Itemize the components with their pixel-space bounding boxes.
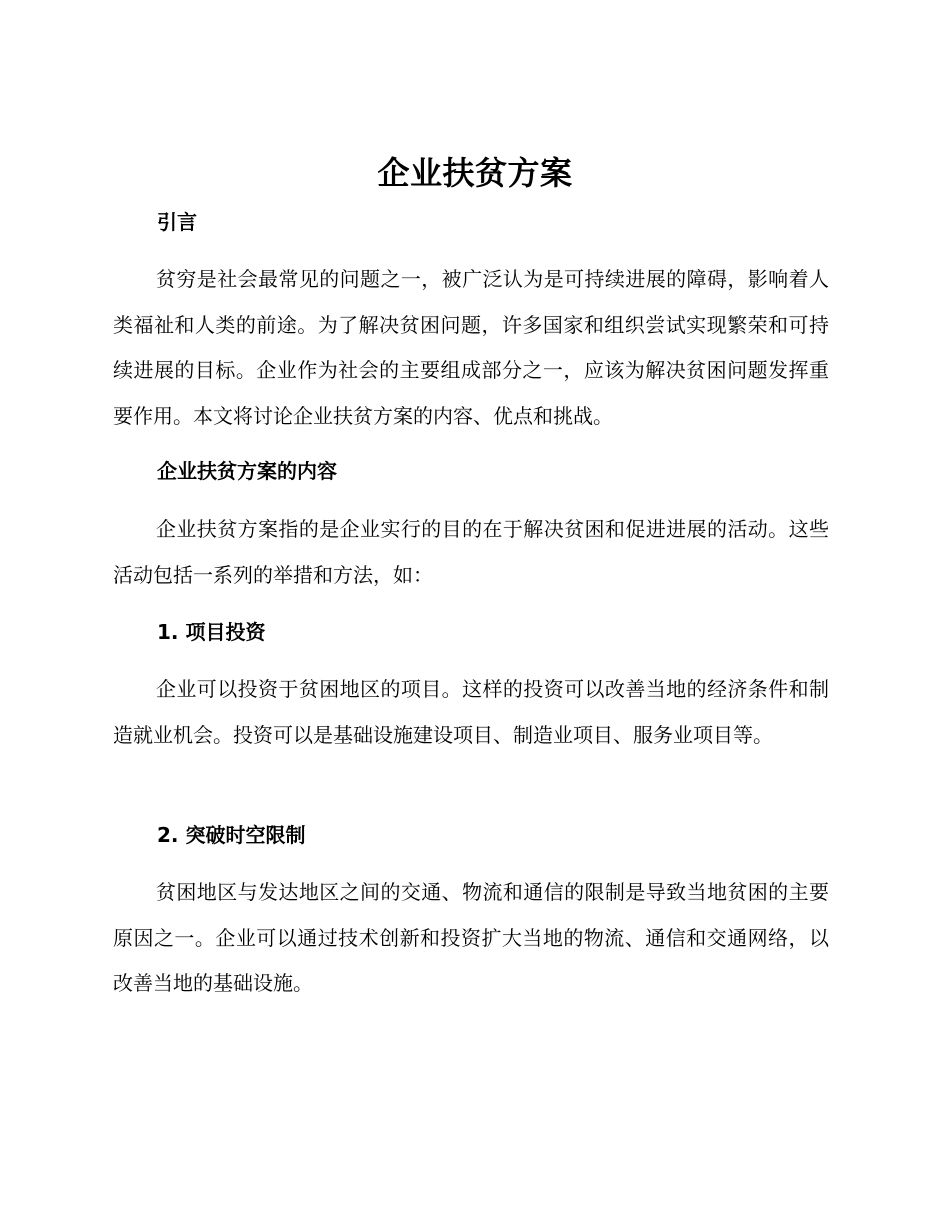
section-heading-introduction: 引言 — [157, 210, 197, 234]
section-heading-break-limits: 2. 突破时空限制 — [157, 823, 306, 847]
section-heading-project-investment: 1. 项目投资 — [157, 620, 266, 644]
document-title: 企业扶贫方案 — [377, 154, 573, 192]
section-paragraph-content: 企业扶贫方案指的是企业实行的目的在于解决贫困和促进进展的活动。这些活动包括一系列的举措和方法，如： — [113, 517, 829, 587]
section-heading-content: 企业扶贫方案的内容 — [157, 459, 337, 483]
section-paragraph-project-investment: 企业可以投资于贫困地区的项目。这样的投资可以改善当地的经济条件和制造就业机会。投资可以是基础设施建设项目、制造业项目、服务业项目等。 — [113, 677, 829, 747]
section-paragraph-break-limits: 贫困地区与发达地区之间的交通、物流和通信的限制是导致当地贫困的主要原因之一。企业可以通过技术创新和投资扩大当地的物流、通信和交通网络，以改善当地的基础设施。 — [113, 880, 829, 995]
section-paragraph-introduction: 贫穷是社会最常见的问题之一，被广泛认为是可持续进展的障碍，影响着人类福祉和人类的前途。为了解决贫困问题，许多国家和组织尝试实现繁荣和可持续进展的目标。企业作为社会的主要组成部分之一，应该为解决贫困问题发挥重要作用。本文将讨论企业扶贫方案的内容、优点和挑战。 — [113, 267, 829, 428]
